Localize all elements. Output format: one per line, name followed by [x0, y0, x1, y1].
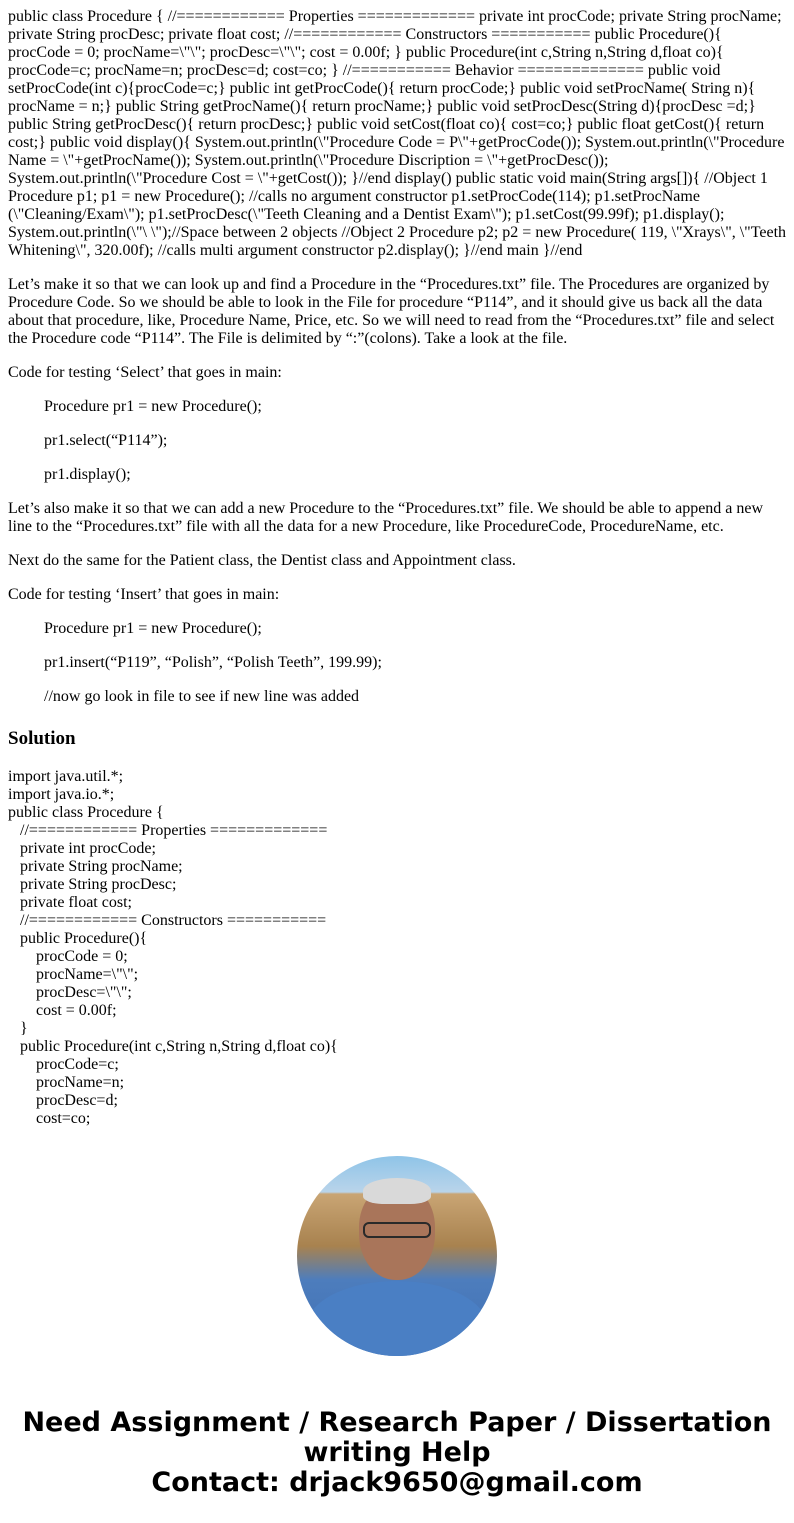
code-line: pr1.select(“P114”);: [44, 432, 168, 449]
solution-heading: Solution: [8, 728, 76, 749]
code-line: cost = 0.00f;: [36, 1002, 117, 1019]
code-line: pr1.display();: [44, 466, 131, 483]
select-description: Let’s make it so that we can look up and find a Procedure in the “Procedures.txt” file. The Procedures are organized by Procedure Code. So we should be able to look in the File for procedure “P114”, and it should give us back all the data about that procedure, like, Procedure Name, Price, etc. So we will need to read from the “Procedures.txt” file and select the Procedure code “P114”. The File is delimited by “:”(colons). Take a look at the file.: [8, 276, 775, 347]
code-line: }: [20, 1020, 28, 1037]
code-line: import java.util.*;: [8, 768, 124, 785]
code-line: public Procedure(int c,String n,String d,float co){: [20, 1038, 338, 1055]
promo-footer: [8, 1408, 786, 1498]
code-line: procCode=c;: [36, 1056, 119, 1073]
question-code-paragraph: public class Procedure { //============ Properties ============= private int procCode; private String procName; private String procDesc; private float cost; //============ Constructors =========== public Procedure(){ procCode = 0; procName=\"\"; procDesc=\"\"; cost = 0.00f; } public Procedure(int c,String n,String d,float co){ procCode=c; procName=n; procDesc=d; cost=co; } //=========== Behavior ============== public void setProcCode(int c){procCode=c;} public int getProcCode(){ return procCode;} public void setProcName( String n){ procName = n;} public String getProcName(){ return procName;} public void setProcDesc(String d){procDesc =d;} public String getProcDesc(){ return procDesc;} public void setCost(float co){ cost=co;} public float getCost(){ return cost;} public void display(){ System.out.println(\"Procedure Code = P\"+getProcCode()); System.out.println(\"Procedure Name = \"+getProcName()); System.out.println(\"Procedure Discription = \"+getProcDesc()); System.out.println(\"Procedure Cost = \"+getCost()); }//end display() public static void main(String args[]){ //Object 1 Procedure p1; p1 = new Procedure(); //calls no argument constructor p1.setProcCode(114); p1.setProcName (\"Cleaning/Exam\"); p1.setProcDesc(\"Teeth Cleaning and a Dentist Exam\"); p1.setCost(99.99f); p1.display(); System.out.println(\"\ \");//Space between 2 objects //Object 2 Procedure p2; p2 = new Procedure( 119, \"Xrays\", \"Teeth Whitening\", 320.00f); //calls multi argument constructor p2.display(); }//end main }//end: [8, 8, 787, 259]
code-line: public class Procedure {: [8, 804, 164, 821]
code-line: procName=\"\";: [36, 966, 139, 983]
code-line: private String procName;: [20, 858, 183, 875]
code-line: cost=co;: [36, 1110, 91, 1127]
code-line: import java.io.*;: [8, 786, 115, 803]
author-photo: [297, 1156, 497, 1356]
code-line: pr1.insert(“P119”, “Polish”, “Polish Teeth”, 199.99);: [44, 654, 382, 671]
code-line: //============ Properties =============: [20, 822, 328, 839]
code-line: procDesc=d;: [36, 1092, 118, 1109]
insert-description: Let’s also make it so that we can add a new Procedure to the “Procedures.txt” file. We should be able to append a new line to the “Procedures.txt” file with all the data for a new Procedure, like ProcedureCode, ProcedureName, etc.: [8, 500, 764, 535]
solution-code: [8, 768, 786, 1128]
code-line: Procedure pr1 = new Procedure();: [44, 620, 262, 637]
code-line: procDesc=\"\";: [36, 984, 132, 1001]
select-test-label: Code for testing ‘Select’ that goes in main:: [8, 364, 282, 381]
code-line: private float cost;: [20, 894, 132, 911]
code-line: procName=n;: [36, 1074, 125, 1091]
contact-line: Contact: drjack9650@gmail.com: [151, 1467, 643, 1498]
promo-line: Need Assignment / Research Paper / Dissertation writing Help: [22, 1407, 772, 1468]
code-line: //now go look in file to see if new line was added: [44, 688, 360, 705]
code-line: Procedure pr1 = new Procedure();: [44, 398, 262, 415]
code-line: public Procedure(){: [20, 930, 148, 947]
other-classes-note: Next do the same for the Patient class, the Dentist class and Appointment class.: [8, 552, 516, 569]
code-line: private int procCode;: [20, 840, 156, 857]
code-line: procCode = 0;: [36, 948, 128, 965]
code-line: //============ Constructors ===========: [20, 912, 327, 929]
insert-test-label: Code for testing ‘Insert’ that goes in main:: [8, 586, 280, 603]
code-line: private String procDesc;: [20, 876, 177, 893]
